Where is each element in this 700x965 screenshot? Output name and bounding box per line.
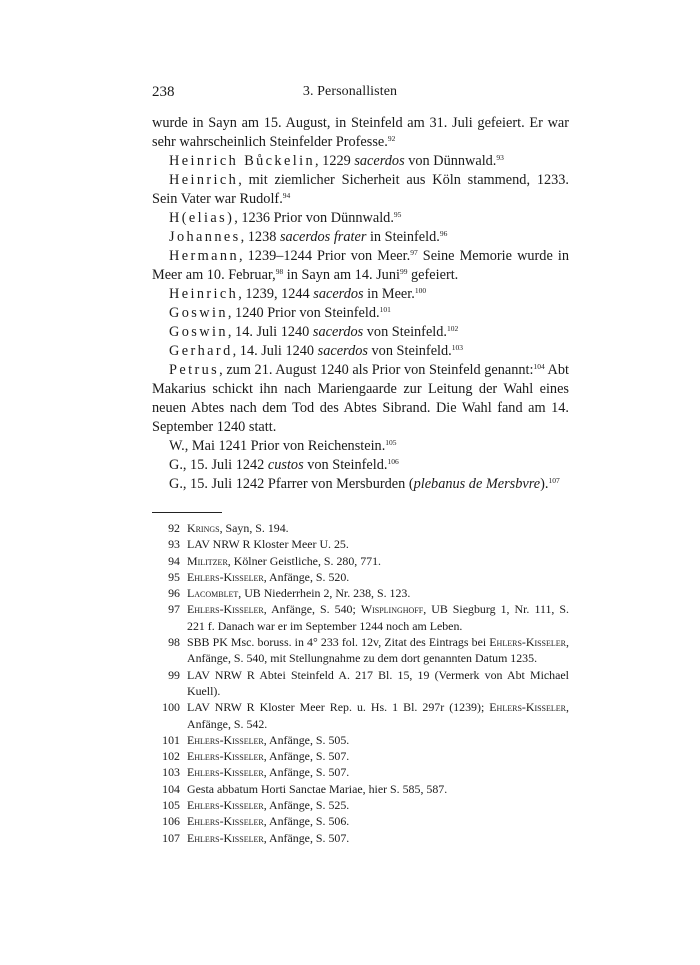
text: , Anfänge, S. 540; [263, 602, 361, 617]
text: , Anfänge, S. 507. [263, 749, 350, 764]
footnote-ref[interactable]: 97 [410, 248, 418, 257]
footnote [152, 764, 569, 780]
text: in Steinfeld. [366, 229, 440, 245]
footnote [152, 634, 569, 667]
footnote-number: 96 [168, 586, 180, 601]
text: von Dünnwald. [404, 153, 497, 169]
text-italic: sacerdos [354, 153, 405, 169]
text: , UB Niederrhein 2, Nr. 238, S. 123. [238, 586, 411, 601]
footnote-number: 107 [162, 830, 180, 845]
text: , 1236 Prior von Dünnwald. [234, 210, 394, 226]
text: ). [540, 476, 549, 492]
text: , zum 21. August 1240 als Prior von Steinfeld genannt: [219, 362, 534, 378]
text: LAV NRW R Kloster Meer Rep. u. Hs. 1 Bl. 297r (1239); [187, 700, 490, 715]
text: in Sayn am 14. Juni [283, 267, 400, 283]
person-name: Goswin [169, 305, 228, 321]
footnote [152, 520, 569, 536]
footnote-number: 103 [162, 765, 180, 780]
footnote [152, 569, 569, 585]
text: , Anfänge, S. 507. [263, 765, 350, 780]
footnote-number: 106 [162, 814, 180, 829]
footnote [152, 667, 569, 700]
footnote-ref[interactable]: 102 [447, 324, 459, 333]
text: , 1239, 1244 [238, 286, 314, 302]
author-name: Ehlers-Kisseler [187, 602, 264, 617]
text: in Meer. [363, 286, 415, 302]
footnote-text [187, 569, 569, 585]
text: , Anfänge, S. 540, mit Stellungnahme zu dem dort genannten Datum 1235. [187, 635, 569, 666]
text: , 1239–1244 Prior von Meer. [239, 248, 411, 264]
footnote-text [187, 536, 569, 552]
person-entry [152, 228, 569, 247]
person-entry [152, 342, 569, 361]
person-name: Petrus [169, 362, 220, 378]
footnote-text [187, 813, 569, 829]
footnote-text [187, 667, 569, 700]
footnote-text [187, 634, 569, 667]
person-name: Heinrich [169, 172, 239, 188]
footnote-number: 95 [168, 569, 180, 584]
footnote-number: 93 [168, 537, 180, 552]
author-name: Krings [187, 521, 220, 535]
text: von Steinfeld. [367, 343, 452, 359]
footnote-number: 105 [162, 798, 180, 813]
paragraph [152, 114, 569, 152]
footnote-number: 94 [168, 553, 180, 568]
author-name: Ehlers-Kisseler [187, 814, 264, 829]
text: wurde in Sayn am 15. August, in Steinfeld am 31. Juli gefeiert. Er war sehr wahrscheinlich Steinfelder Professe. [152, 115, 569, 150]
footnote-ref[interactable]: 99 [399, 267, 408, 276]
footnote-ref[interactable]: 94 [282, 191, 291, 200]
footnote [152, 797, 569, 813]
author-name: Ehlers-Kisseler [187, 765, 264, 780]
footnote-text [187, 830, 569, 846]
footnote [152, 813, 569, 829]
text: von Steinfeld. [363, 324, 447, 340]
footnote-text [187, 797, 569, 813]
person-entry [152, 475, 569, 494]
author-name: Ehlers-Kisseler [187, 732, 264, 747]
footnote-text [187, 732, 569, 748]
person-entry [152, 304, 569, 323]
text: , Kölner Geistliche, S. 280, 771. [227, 553, 382, 568]
footnote [152, 553, 569, 569]
text: von Steinfeld. [303, 457, 388, 473]
text: gefeiert. [407, 267, 459, 283]
person-name: Goswin [169, 324, 228, 340]
author-name: Wisplinghoff [360, 602, 424, 617]
person-entry [152, 209, 569, 228]
footnote-text [187, 520, 569, 536]
text: , mit ziemlicher Sicherheit aus Köln stammend, 1233. Sein Vater war Rudolf. [152, 172, 569, 207]
person-entry [152, 152, 569, 171]
footnote [152, 781, 569, 797]
footnote [152, 748, 569, 764]
author-name: Ehlers-Kisseler [187, 798, 264, 813]
footnote [152, 536, 569, 552]
main-text [152, 114, 569, 494]
text: LAV NRW R Kloster Meer U. 25. [187, 537, 349, 552]
author-name: Ehlers-Kisseler [187, 569, 264, 584]
footnote-ref[interactable]: 93 [496, 153, 504, 162]
author-name: Ehlers-Kisseler [489, 635, 567, 650]
text-italic: sacerdos [317, 343, 368, 359]
text: , 1238 [240, 229, 280, 245]
running-head: 3. Personallisten [302, 84, 398, 99]
footnote-number: 104 [162, 781, 180, 796]
footnote-text [187, 585, 569, 601]
text-italic: plebanus de Mersbvre [413, 476, 541, 492]
person-entry [152, 171, 569, 209]
text: , Anfänge, S. 506. [263, 814, 350, 829]
text: , 1240 Prior von Steinfeld. [227, 305, 380, 321]
person-entry [152, 285, 569, 304]
text-italic: sacerdos [312, 324, 364, 340]
text: , 14. Juli 1240 [227, 324, 313, 340]
footnote [152, 732, 569, 748]
footnote [152, 830, 569, 846]
footnote-number: 102 [162, 749, 180, 764]
person-entry [152, 323, 569, 342]
text-italic: sacerdos [313, 286, 364, 302]
text: Abt Makarius schickt ihn nach Mariengaarde zur Leitung der Wahl eines neuen Abtes nach dem Tod des Abtes Sibrand. Die Wahl fand am 14. September 1240 statt. [152, 362, 570, 435]
footnote-ref[interactable]: 106 [387, 457, 399, 466]
footnote-ref[interactable]: 95 [393, 210, 402, 219]
footnote-text [187, 748, 569, 764]
person-entry [152, 456, 569, 475]
footnote-ref[interactable]: 104 [533, 362, 545, 371]
footnote-number: 97 [168, 602, 180, 617]
author-name: Ehlers-Kisseler [187, 749, 264, 764]
footnote-ref[interactable]: 92 [387, 134, 396, 143]
text-italic: custos [267, 457, 304, 473]
page-number: 238 [152, 84, 175, 100]
author-name: Lacomblet [187, 586, 239, 601]
person-entry [152, 361, 569, 437]
footnote-number: 92 [168, 521, 180, 535]
text: G., 15. Juli 1242 [169, 457, 268, 473]
footnote [152, 699, 569, 732]
footnote [152, 601, 569, 634]
footnotes [152, 520, 569, 846]
footnote-ref[interactable]: 103 [451, 343, 463, 352]
text: , Anfänge, S. 525. [263, 798, 350, 813]
footnote-text [187, 781, 569, 797]
person-name: Heinrich Bůckelin [169, 153, 316, 169]
text: , Sayn, S. 194. [219, 521, 289, 535]
footnote-rule [152, 512, 222, 513]
footnote-ref[interactable]: 107 [548, 476, 560, 485]
person-name: Heinrich [169, 286, 239, 302]
footnote-ref[interactable]: 96 [439, 229, 448, 238]
author-name: Militzer [187, 553, 228, 568]
text: , Anfänge, S. 520. [263, 569, 350, 584]
footnote-text [187, 699, 569, 732]
person-name: Hermann [169, 248, 239, 264]
author-name: Ehlers-Kisseler [489, 700, 567, 715]
footnote-text [187, 764, 569, 780]
footnote-text [187, 553, 569, 569]
text-italic: sacerdos frater [279, 229, 367, 245]
footnote-text [187, 601, 569, 634]
text: LAV NRW R Abtei Steinfeld A. 217 Bl. 15, 19 (Vermerk von Abt Michael Kuell). [187, 667, 569, 698]
author-name: Ehlers-Kisseler [187, 830, 264, 845]
text: , Anfänge, S. 542. [187, 700, 569, 731]
text: W., Mai 1241 Prior von Reichenstein. [169, 438, 386, 454]
footnote-number: 98 [168, 635, 180, 650]
person-entry [152, 247, 569, 285]
footnote-ref[interactable]: 105 [385, 438, 397, 447]
text: , Anfänge, S. 505. [263, 732, 350, 747]
person-entry [152, 437, 569, 456]
text: Seine Memorie wurde in Meer am 10. Februar, [152, 248, 569, 283]
person-name: Johannes [169, 229, 241, 245]
footnote-ref[interactable]: 100 [414, 286, 427, 295]
text: SBB PK Msc. boruss. in 4° 233 fol. 12v, Zitat des Eintrags bei [187, 635, 490, 650]
footnote [152, 585, 569, 601]
text: , 14. Juli 1240 [232, 343, 318, 359]
text: , Anfänge, S. 507. [263, 830, 350, 845]
text: , UB Siegburg 1, Nr. 111, S. 221 f. Danach war er im September 1244 noch am Leben. [187, 602, 569, 633]
text: , 1229 [315, 153, 355, 169]
person-name: H(elias) [169, 210, 235, 226]
footnote-ref[interactable]: 98 [275, 267, 284, 276]
footnote-number: 100 [162, 700, 180, 715]
footnote-number: 99 [168, 667, 180, 682]
text: G., 15. Juli 1242 Pfarrer von Mersburden ( [169, 476, 414, 492]
footnote-number: 101 [162, 732, 180, 747]
text: Gesta abbatum Horti Sanctae Mariae, hier S. 585, 587. [187, 781, 448, 796]
person-name: Gerhard [169, 343, 233, 359]
footnote-ref[interactable]: 101 [379, 305, 391, 314]
